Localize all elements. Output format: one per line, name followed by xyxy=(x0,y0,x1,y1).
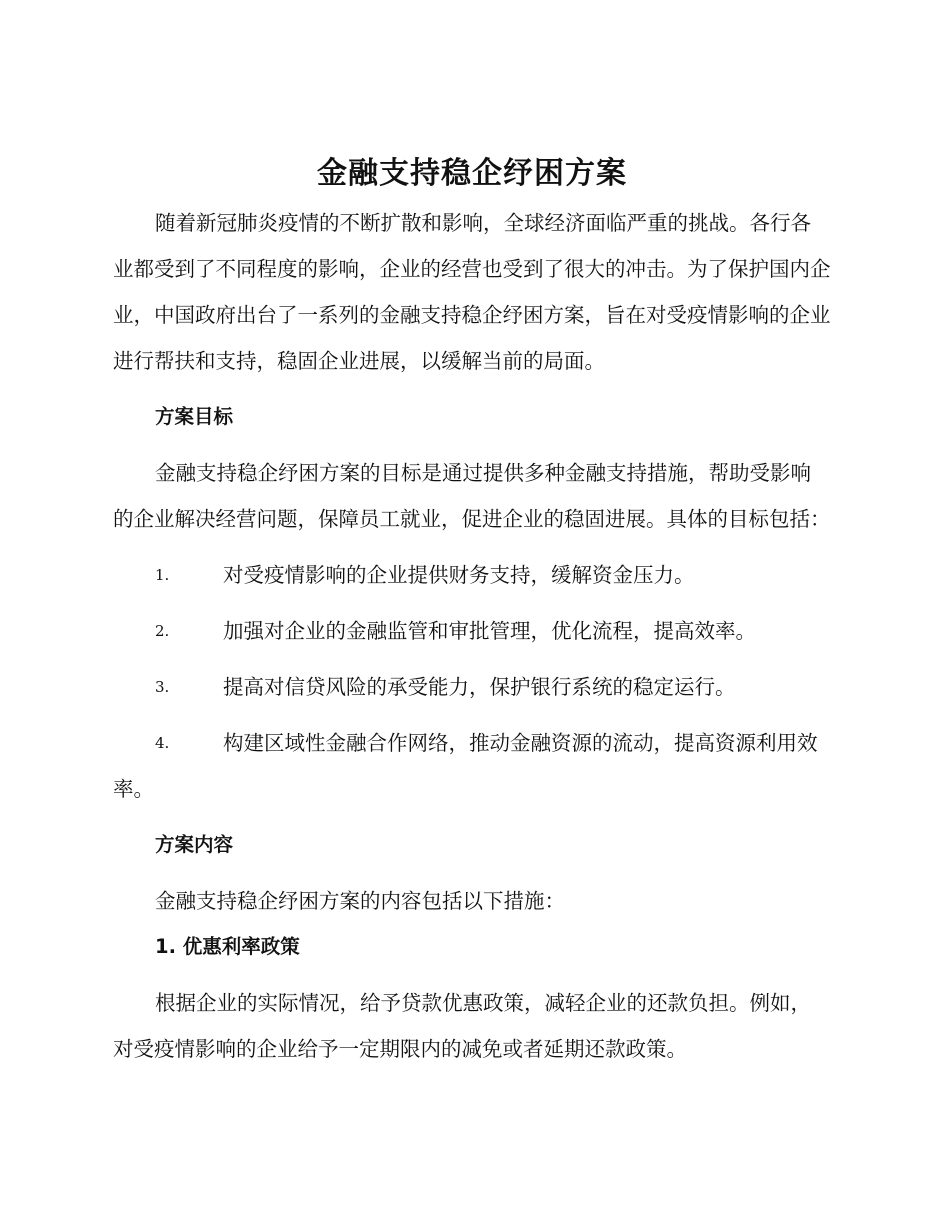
intro-paragraph: 随着新冠肺炎疫情的不断扩散和影响，全球经济面临严重的挑战。各行各业都受到了不同程度的影响，企业的经营也受到了很大的冲击。为了保护国内企业，中国政府出台了一系列的金融支持稳企纾困方案，旨在对受疫情影响的企业进行帮扶和支持，稳固企业进展，以缓解当前的局面。 xyxy=(113,211,831,373)
list-item-number: 1. xyxy=(155,566,170,584)
document-page xyxy=(113,148,831,1072)
content-paragraph: 金融支持稳企纾困方案的内容包括以下措施： xyxy=(155,889,565,913)
section-heading-content: 方案内容 xyxy=(155,833,234,856)
list-item-number: 4. xyxy=(155,734,170,752)
subsection-heading: 1. 优惠利率政策 xyxy=(155,935,300,958)
list-item xyxy=(113,608,831,654)
subsection-paragraph: 根据企业的实际情况，给予贷款优惠政策，减轻企业的还款负担。例如，对受疫情影响的企业给予一定期限内的减免或者延期还款政策。 xyxy=(113,991,811,1061)
list-item-number: 3. xyxy=(155,678,170,696)
goals-list xyxy=(113,552,831,812)
list-item-text: 构建区域性金融合作网络，推动金融资源的流动，提高资源利用效率。 xyxy=(113,731,818,801)
list-item xyxy=(113,664,831,710)
list-item-number: 2. xyxy=(155,622,170,640)
document-title: 金融支持稳企纾困方案 xyxy=(317,156,627,191)
list-item-text: 提高对信贷风险的承受能力，保护银行系统的稳定运行。 xyxy=(223,675,736,699)
goals-paragraph: 金融支持稳企纾困方案的目标是通过提供多种金融支持措施，帮助受影响的企业解决经营问题，保障员工就业，促进企业的稳固进展。具体的目标包括： xyxy=(113,461,831,531)
section-heading-goals: 方案目标 xyxy=(155,405,234,428)
list-item xyxy=(113,720,831,812)
list-item-text: 加强对企业的金融监管和审批管理，优化流程，提高效率。 xyxy=(223,619,756,643)
list-item xyxy=(113,552,831,598)
list-item-text: 对受疫情影响的企业提供财务支持，缓解资金压力。 xyxy=(223,563,695,587)
